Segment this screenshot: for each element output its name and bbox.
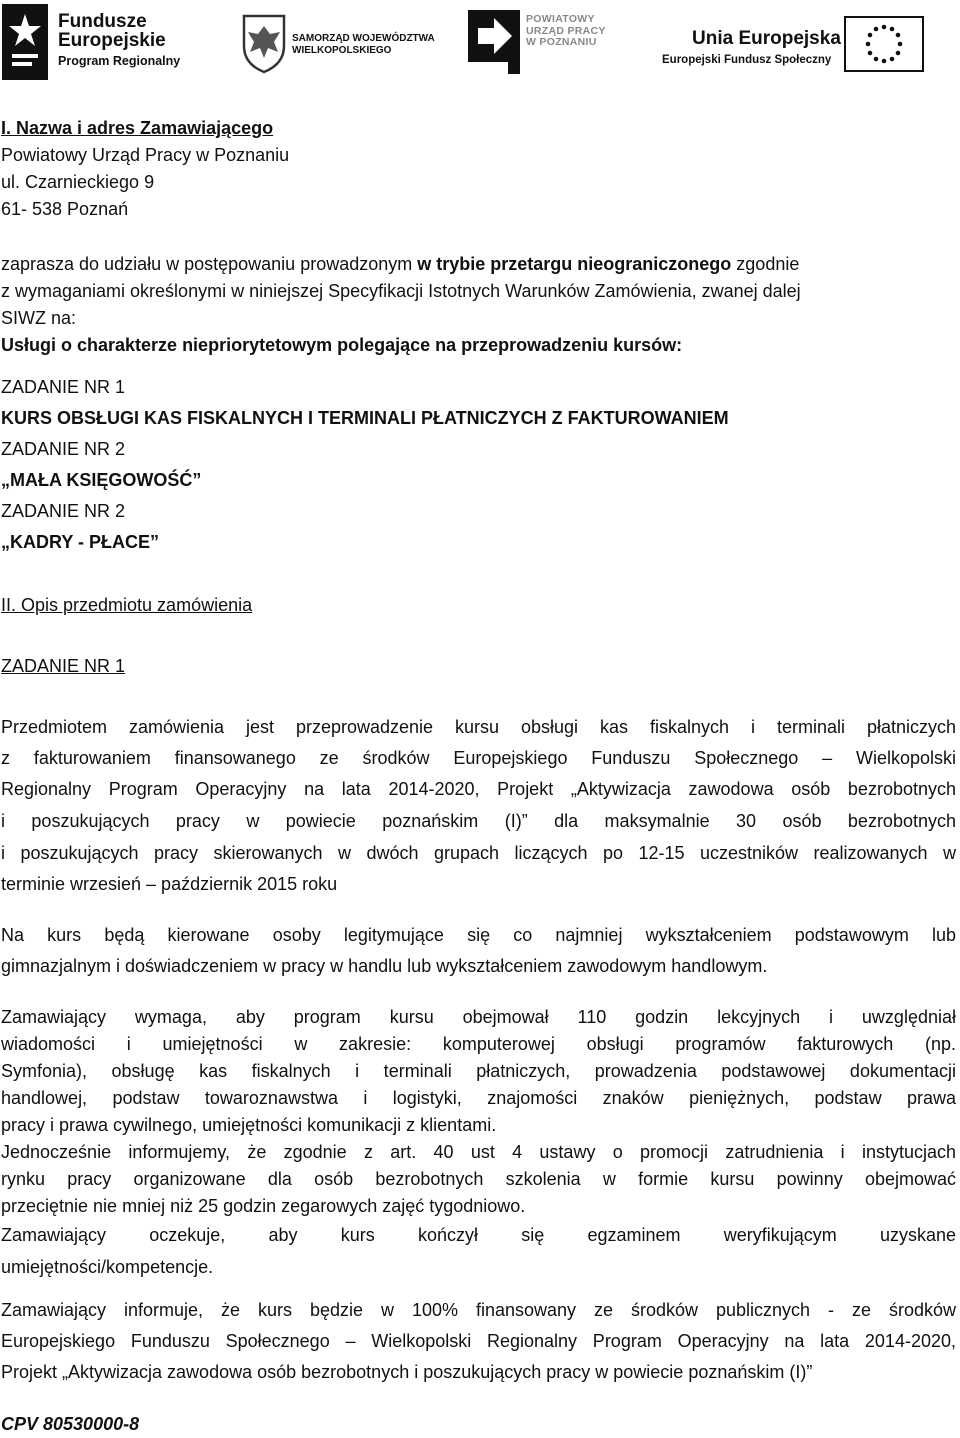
paragraph-line: Jednocześnie informujemy, że zgodnie z art. 40 ust 4 ustawy o promocji zatrudnienia i instytucjach (1, 1142, 956, 1162)
arrow-icon (468, 10, 524, 80)
address-line: Powiatowy Urząd Pracy w Poznaniu (1, 145, 290, 165)
paragraph-line: Na kurs będą kierowane osoby legitymujące się co najmniej wykształceniem podstawowym lub (1, 925, 956, 945)
task-label: ZADANIE NR 2 (1, 501, 126, 521)
paragraph-line: terminie wrzesień – październik 2015 roku (1, 874, 338, 894)
invitation-text: zgodnie (731, 254, 800, 274)
procedure-mode: w trybie przetargu nieograniczonego (417, 254, 732, 274)
paragraph-line: gimnazjalnym i doświadczeniem w pracy w handlu lub wykształceniem zawodowym handlowym. (1, 956, 768, 976)
logo-header (0, 0, 960, 88)
invitation-line: z wymaganiami określonymi w niniejszej Specyfikacji Istotnych Warunków Zamówienia, zwanej dalej (1, 281, 801, 301)
eu-title: Unia Europejska (692, 28, 841, 49)
invitation-line (1, 253, 799, 275)
unia-europejska-logo (660, 0, 930, 88)
task-label: ZADANIE NR 2 (1, 439, 126, 459)
eu-flag-icon (844, 16, 924, 72)
task-label: ZADANIE NR 1 (1, 656, 126, 676)
fundusze-europejskie-logo (0, 0, 200, 88)
paragraph-line: Symfonia), obsługę kas fiskalnych i terminali płatniczych, prowadzenia podstawowej dokumentacji (1, 1061, 956, 1081)
eagle-shield-icon (240, 12, 288, 74)
address-line: ul. Czarnieckiego 9 (1, 172, 155, 192)
paragraph-line: Europejskiego Funduszu Społecznego – Wielkopolski Regionalny Program Operacyjny na lata 2014-2020, (1, 1331, 956, 1351)
task-name: KURS OBSŁUGI KAS FISKALNYCH I TERMINALI PŁATNICZYCH Z FAKTUROWANIEM (1, 408, 729, 428)
pup-text: POWIATOWY URZĄD PRACY W POZNANIU (526, 13, 606, 48)
fe-title: Fundusze Europejskie (58, 11, 166, 51)
samorzad-logo (238, 0, 438, 88)
section-1-heading: I. Nazwa i adres Zamawiającego (1, 118, 274, 138)
fe-star-flag-icon (2, 4, 52, 84)
invitation-line: SIWZ na: (1, 308, 77, 328)
paragraph-line: pracy i prawa cywilnego, umiejętności komunikacji z klientami. (1, 1115, 497, 1135)
paragraph-line: rynku pracy organizowane dla osób bezrobotnych szkolenia w formie kursu powinny obejmować (1, 1169, 956, 1189)
services-title: Usługi o charakterze niepriorytetowym polegające na przeprowadzeniu kursów: (1, 335, 683, 355)
paragraph-line: wiadomości i umiejętności w zakresie: komputerowej obsługi programów fakturowych (np. (1, 1034, 956, 1054)
paragraph-line: Regionalny Program Operacyjny na lata 2014-2020, Projekt „Aktywizacja zawodowa osób bezrobotnych (1, 779, 956, 799)
eu-subtitle: Europejski Fundusz Społeczny (662, 54, 832, 66)
cpv-code: CPV 80530000-8 (1, 1414, 140, 1434)
paragraph-line: i poszukujących pracy w powiecie poznańskim (I)” dla maksymalnie 30 osób bezrobotnych (1, 811, 956, 831)
paragraph-line: umiejętności/kompetencje. (1, 1257, 214, 1277)
paragraph-line: i poszukujących pracy skierowanych w dwóch grupach liczących po 12-15 uczestników realizowanych w (1, 843, 956, 863)
task-name: „KADRY - PŁACE” (1, 532, 160, 552)
paragraph-line: Zamawiający wymaga, aby program kursu obejmował 110 godzin lekcyjnych i uwzględniał (1, 1007, 956, 1027)
invitation-text: zaprasza do udziału w postępowaniu prowadzonym (1, 254, 418, 274)
address-line: 61- 538 Poznań (1, 199, 129, 219)
fe-subtitle: Program Regionalny (58, 54, 181, 68)
task-label: ZADANIE NR 1 (1, 377, 126, 397)
paragraph-line: Przedmiotem zamówienia jest przeprowadzenie kursu obsługi kas fiskalnych i terminali płatniczych (1, 717, 956, 737)
section-2-heading: II. Opis przedmiotu zamówienia (1, 595, 253, 615)
paragraph-line: Zamawiający oczekuje, aby kurs kończył się egzaminem weryfikującym uzyskane (1, 1225, 956, 1245)
paragraph-line: Zamawiający informuje, że kurs będzie w 100% finansowany ze środków publicznych - ze środków (1, 1300, 956, 1320)
paragraph-line: handlowej, podstaw towaroznawstwa i logistyki, znajomości znaków pieniężnych, podstaw prawa (1, 1088, 956, 1108)
samorzad-text: SAMORZĄD WOJEWÓDZTWA WIELKOPOLSKIEGO (292, 33, 435, 56)
task-name: „MAŁA KSIĘGOWOŚĆ” (1, 470, 202, 490)
paragraph-line: Projekt „Aktywizacja zawodowa osób bezrobotnych i poszukujących pracy w powiecie poznańskim (I)” (1, 1362, 813, 1382)
paragraph-line: przeciętnie nie mniej niż 25 godzin zegarowych zajęć tygodniowo. (1, 1196, 526, 1216)
paragraph-line: z fakturowaniem finansowanego ze środków Europejskiego Funduszu Społecznego – Wielkopolski (1, 748, 956, 768)
pup-logo (466, 0, 616, 88)
